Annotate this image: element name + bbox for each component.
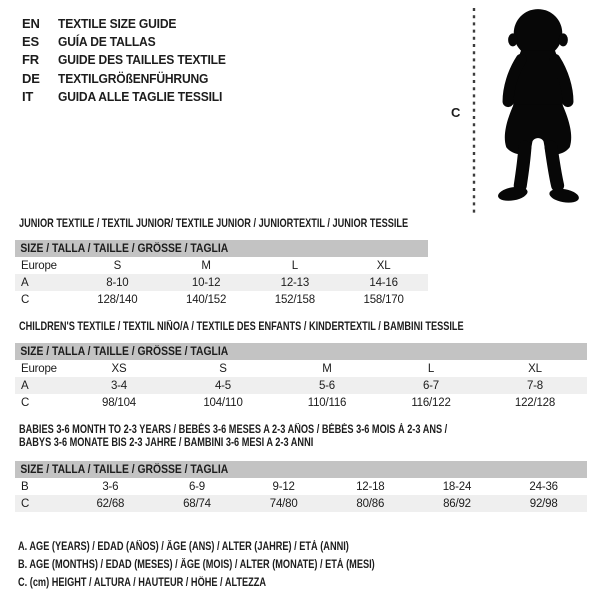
language-title: GUÍA DE TALLAS — [58, 34, 156, 50]
row-label: A — [21, 276, 29, 289]
row-label: B — [21, 480, 29, 493]
value-cell: 152/158 — [274, 293, 315, 306]
value-cell: 18-24 — [442, 480, 472, 493]
row-label: C — [21, 497, 30, 510]
value-cell: 116/122 — [411, 396, 451, 409]
value-cell: 122/128 — [514, 396, 556, 409]
children-size-table — [15, 360, 587, 411]
language-code: IT — [22, 89, 34, 105]
size-cell: L — [291, 259, 298, 272]
value-cell: 3-4 — [110, 379, 128, 392]
language-code: FR — [22, 52, 39, 68]
value-cell: 62/68 — [96, 497, 125, 510]
language-title: GUIDA ALLE TAGLIE TESSILI — [58, 89, 223, 105]
size-cell: M — [201, 259, 211, 272]
table-row — [15, 360, 587, 377]
section-title-line1: BABIES 3-6 MONTH TO 2-3 YEARS / BEBÉS 3-6 MESES A 2-3 AÑOS / BÉBÉS 3-6 MOIS À 2-3 ANS / — [19, 424, 448, 436]
children-table-section — [15, 321, 587, 411]
size-header-bar — [15, 240, 428, 257]
value-cell: 110/116 — [307, 396, 347, 409]
value-cell: 158/170 — [363, 293, 404, 306]
language-code: ES — [22, 34, 39, 50]
value-cell: 12-18 — [356, 480, 385, 493]
language-title: GUIDE DES TAILLES TEXTILE — [58, 52, 226, 68]
language-row-fr — [22, 51, 238, 69]
size-header-bar — [15, 343, 587, 360]
legend — [18, 538, 464, 593]
row-label: C — [21, 396, 30, 409]
value-cell: 9-12 — [272, 480, 295, 493]
value-cell: 74/80 — [269, 497, 298, 510]
row-label: Europe — [21, 259, 57, 272]
value-cell: 68/74 — [183, 497, 211, 510]
language-code: DE — [22, 70, 40, 86]
value-cell: 6-7 — [422, 379, 440, 392]
language-row-en — [22, 14, 238, 32]
table-row — [15, 495, 587, 512]
value-cell: 104/110 — [203, 396, 243, 409]
babies-table-section — [15, 424, 587, 512]
size-header-bar — [15, 461, 587, 478]
row-label: A — [21, 379, 29, 392]
table-row — [15, 291, 428, 308]
junior-table-section — [15, 218, 428, 308]
section-title-line2: BABYS 3-6 MONATE BIS 2-3 JAHRE / BAMBINI 3-6 MESI A 2-3 ANNI — [19, 437, 314, 449]
size-cell: S — [219, 362, 227, 375]
section-title: CHILDREN'S TEXTILE / TEXTIL NIÑO/A / TEXTILE DES ENFANTS / KINDERTEXTIL / BAMBINI TESSILE — [19, 321, 464, 333]
size-cell: L — [427, 362, 435, 375]
language-title: TEXTILE SIZE GUIDE — [58, 15, 177, 31]
size-header-label: SIZE / TALLA / TAILLE / GRÖSSE / TAGLIA — [20, 463, 229, 476]
value-cell: 80/86 — [356, 497, 385, 510]
value-cell: 140/152 — [186, 293, 227, 306]
value-cell: 86/92 — [443, 497, 471, 510]
size-cell: XS — [111, 362, 127, 375]
language-row-de — [22, 69, 238, 87]
size-cell: XL — [376, 259, 391, 272]
junior-size-table — [15, 257, 428, 308]
language-row-es — [22, 32, 238, 50]
value-cell: 98/104 — [102, 396, 136, 409]
value-cell: 14-16 — [369, 276, 398, 289]
size-cell: XL — [528, 362, 542, 375]
table-row — [15, 394, 587, 411]
language-title: TEXTILGRÖßENFÜHRUNG — [58, 70, 209, 86]
value-cell: 92/98 — [529, 497, 558, 510]
language-row-it — [22, 88, 238, 106]
height-dashed-line-icon — [472, 8, 476, 214]
babies-size-table — [15, 478, 587, 512]
value-cell: 3-6 — [102, 480, 119, 493]
size-cell: S — [113, 259, 122, 272]
size-cell: M — [322, 362, 332, 375]
table-row — [15, 478, 587, 495]
height-measure-label: C — [451, 105, 461, 120]
value-cell: 7-8 — [526, 379, 544, 392]
value-cell: 24-36 — [529, 480, 558, 493]
language-list — [22, 14, 238, 106]
legend-line-a: A. AGE (YEARS) / EDAD (AÑOS) / ÂGE (ANS) / ALTER (JAHRE) / ETÀ (ANNI) — [18, 541, 349, 553]
value-cell: 8-10 — [106, 276, 129, 289]
table-row — [15, 377, 587, 394]
size-header-label: SIZE / TALLA / TAILLE / GRÖSSE / TAGLIA — [20, 345, 229, 358]
table-row — [15, 274, 428, 291]
baby-silhouette-icon — [482, 4, 594, 212]
legend-line-c: C. (cm) HEIGHT / ALTURA / HAUTEUR / HÖHE / ALTEZZA — [18, 577, 267, 590]
row-label: C — [21, 293, 30, 306]
size-header-label: SIZE / TALLA / TAILLE / GRÖSSE / TAGLIA — [20, 242, 229, 255]
table-row — [15, 257, 428, 274]
value-cell: 6-9 — [188, 480, 205, 493]
value-cell: 128/140 — [97, 293, 138, 306]
value-cell: 12-13 — [280, 276, 310, 289]
value-cell: 4-5 — [214, 379, 232, 392]
section-title: JUNIOR TEXTILE / TEXTIL JUNIOR/ TEXTILE JUNIOR / JUNIORTEXTIL / JUNIOR TESSILE — [19, 218, 409, 230]
row-label: Europe — [21, 362, 57, 375]
value-cell: 5-6 — [318, 379, 336, 392]
language-code: EN — [22, 15, 40, 31]
height-measure-figure — [448, 4, 598, 216]
legend-line-b: B. AGE (MONTHS) / EDAD (MESES) / ÂGE (MOIS) / ALTER (MONATE) / ETÀ (MESI) — [18, 559, 375, 572]
value-cell: 10-12 — [191, 276, 221, 289]
